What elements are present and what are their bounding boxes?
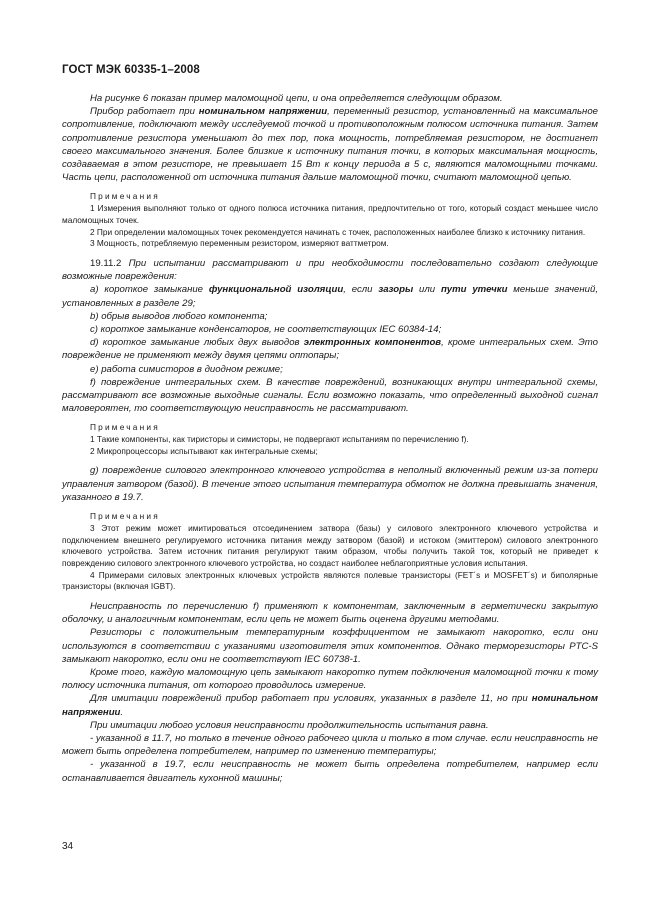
- paragraph: - указанной в 11.7, но только в течение одного рабочего цикла и только в том случае. если неисправность не может быть определена потребителем, например по изменению температуры;: [62, 733, 598, 758]
- note: 2 Микропроцессоры испытывают как интегральные схемы;: [90, 445, 318, 456]
- note: 4 Примерами силовых электронных ключевых устройств являются полевые транзисторы (FET´s и MOSFET´s) и биполярные транзисторы (включая IGBT).: [62, 569, 598, 592]
- term-bold: номинальном напряжении: [198, 106, 328, 118]
- note: 3 Мощность, потребляемую переменным резистором, измеряют ваттметром.: [90, 238, 389, 249]
- paragraph: - указанной в 19.7, если неисправность не может быть определена потребителем, например если останавливается двигатель кухонной машины;: [62, 759, 598, 784]
- note: 1 Измерения выполняют только от одного полюса источника питания, предпочтительно от того, который создаст меньшее число маломощных точек.: [62, 203, 598, 225]
- list-item: g) повреждение силового электронного ключевого устройства в неполный включенный режим из-за потери управления затвором (базой). В течение этого испытания температура обмоток не должна превышать значения, указанного в 19.7.: [62, 465, 598, 503]
- paragraph: На рисунке 6 показан пример маломощной цепи, и она определяется следующим образом.: [90, 93, 503, 104]
- note: 1 Такие компоненты, как тиристоры и симисторы, не подвергают испытаниям по перечислению f).: [90, 434, 469, 445]
- paragraph: При имитации любого условия неисправности продолжительность испытания равна.: [90, 719, 489, 731]
- paragraph: Кроме того, каждую маломощную цепь замыкают накоротко путем подключения маломощной точки к тому полюсу источника питания, от которого проводилось измерение.: [62, 667, 598, 692]
- note: 3 Этот режим может имитироваться отсоединением затвора (базы) у силового электронного ключевого устройства и подключением внешнего регулируемого источника питания между затвором (базой) и истоком (эмиттером) силового электронного ключевого устройства. Затем источник питания регулируют таким образом, чтобы получить такой ток, который не приведет к повреждению силового электронного ключевого устройства, но создаст наиболее неблагоприятные условия испытания.: [62, 522, 598, 568]
- page-body: [62, 92, 598, 785]
- paragraph: Неисправность по перечислению f) применяют к компонентам, заключенным в герметически закрытую оболочку, и аналогичным компонентам, если цепь не может быть оценена другими методами.: [62, 601, 598, 626]
- list-item: d) короткое замыкание любых двух выводов электронных компонентов, кроме интегральных схем. Это повреждение не применяют между двумя цепями оптопары;: [62, 337, 598, 362]
- note: 2 При определении маломощных точек рекомендуется начинать с точек, расположенных наиболее близко к источнику питания.: [90, 226, 586, 237]
- notes-title: Примечания: [90, 422, 160, 433]
- list-item: b) обрыв выводов любого компонента;: [90, 310, 268, 322]
- paragraph: Прибор работает при номинальном напряжении, переменный резистор, установленный на максимальное сопротивление, подключают между исследуемой точкой и противоположным полюсом источника питания. Затем сопротивление резистора уменьшают до тех пор, пока мощность, потребляемая резистором, не достигнет своего максимального значения. Более близкие к источнику питания точки, в которых максимальная мощность, создаваемая в этом резисторе, не превышает 15 Вт к концу периода в 5 с, являются маломощными точками. Часть цепи, расположенной от источника питания дальше маломощной точки, считают маломощной цепью.: [62, 106, 599, 184]
- list-item: e) работа симисторов в диодном режиме;: [90, 363, 283, 375]
- paragraph: Резисторы с положительным температурным коэффициентом не замыкают накоротко, если они используются в соответствии с указаниями изготовителя этих компонентов. Однако терморезисторы PTC-S замыкают накоротко, если они не соответствуют IEC 60738-1.: [62, 627, 598, 665]
- page-number: 34: [62, 841, 74, 852]
- list-item: а) короткое замыкание функциональной изоляции, если зазоры или пути утечки меньше значений, установленных в разделе 29;: [62, 284, 598, 309]
- notes-title: Примечания: [90, 191, 160, 202]
- clause-paragraph: 19.11.2 При испытании рассматривают и при необходимости последовательно создают следующие возможные повреждения:: [62, 257, 598, 283]
- paragraph: Для имитации повреждений прибор работает при условиях, указанных в разделе 11, но при номинальном напряжении.: [62, 693, 598, 718]
- list-item: f) повреждение интегральных схем. В качестве повреждений, возникающих внутри интегральной схемы, рассматривают все возможные выходные сигналы. Если возможно показать, что определенный выходной сигнал маловероятен, то соответствующую неисправность не рассматривают.: [62, 376, 598, 415]
- notes-title: Примечания: [90, 511, 160, 522]
- document-header: ГОСТ МЭК 60335-1–2008: [62, 64, 200, 76]
- list-item: c) короткое замыкание конденсаторов, не соответствующих IEC 60384-14;: [90, 323, 442, 335]
